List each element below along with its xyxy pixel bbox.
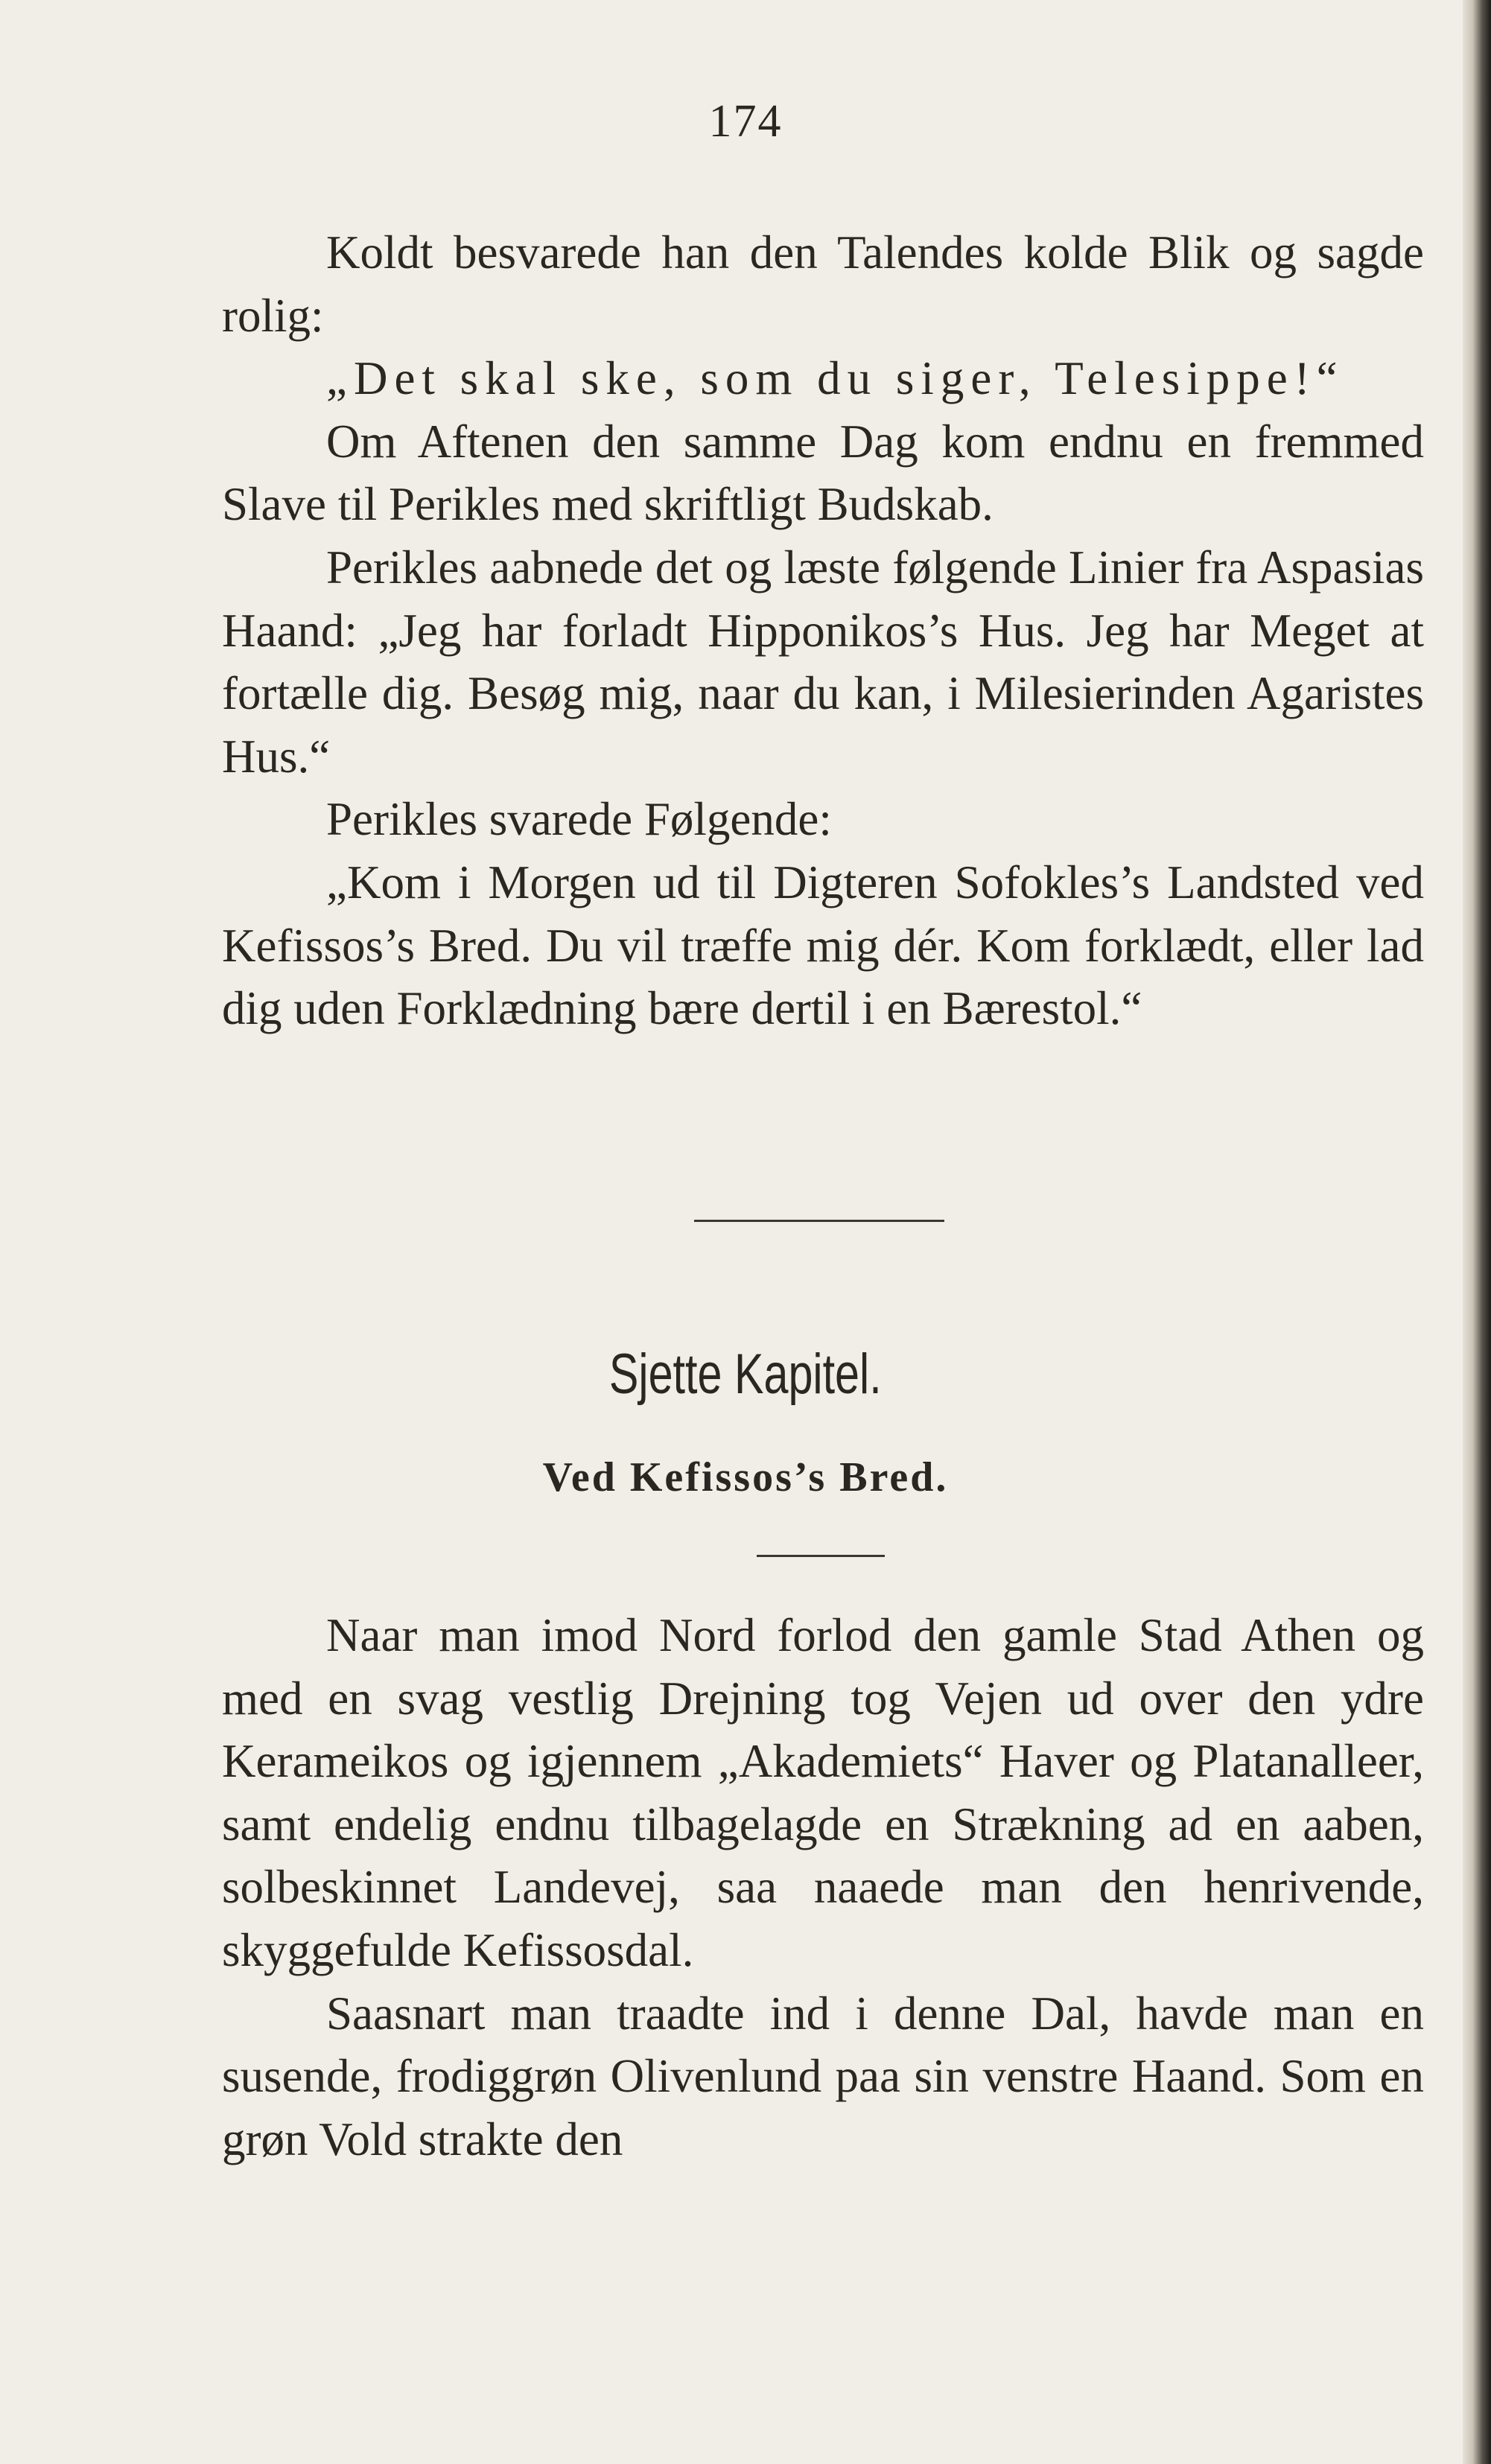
paragraph: Naar man imod Nord forlod den gamle Stad Athen og med en svag vestlig Drejning tog Vejen ud over den ydre Kerameikos og igjennem „Akademiets“ Haver og Platanalleer, samt endelig endnu tilbagelagde en Strækning ad en aaben, solbeskinnet Landevej, saa naaede man den henrivende, skyggefulde Kefissosdal. bbox=[222, 1609, 1424, 1976]
paragraph: Om Aftenen den samme Dag kom endnu en fremmed Slave til Perikles med skriftligt Budskab. bbox=[222, 415, 1424, 531]
chapter-divider-rule bbox=[757, 1555, 885, 1557]
paragraph: Perikles svarede Følgende: bbox=[326, 793, 832, 846]
section-divider-rule bbox=[694, 1220, 944, 1222]
chapter-title: Sjette Kapitel. bbox=[608, 1343, 882, 1406]
paragraph: Saasnart man traadte ind i denne Dal, havde man en susende, frodiggrøn Olivenlund paa sin venstre Haand. Som en grøn Vold strakte den bbox=[222, 1987, 1424, 2165]
paragraph: Koldt besvarede han den Talendes kolde Blik og sagde rolig: bbox=[222, 226, 1424, 342]
chapter-subtitle: Ved Kefissos’s Bred. bbox=[542, 1454, 949, 1500]
paragraph: Perikles aabnede det og læste følgende Linier fra Aspasias Haand: „Jeg har forladt Hipponikos’s Hus. Jeg har Meget at fortælle dig. Besøg mig, naar du kan, i Milesierinden Agaristes Hus.“ bbox=[222, 541, 1424, 783]
paragraph-spaced-quote: „Det skal ske, som du siger, Telesippe!“ bbox=[326, 352, 1344, 405]
page-number: 174 bbox=[708, 96, 783, 147]
page-edge-shadow bbox=[1463, 0, 1491, 2464]
text-block-lower bbox=[222, 1604, 1424, 2171]
paragraph: „Kom i Morgen ud til Digteren Sofokles’s Landsted ved Kefissos’s Bred. Du vil træffe mig dér. Kom forklædt, eller lad dig uden Forklædning bære dertil i en Bærestol.“ bbox=[222, 856, 1424, 1035]
text-block-upper bbox=[222, 221, 1424, 1040]
